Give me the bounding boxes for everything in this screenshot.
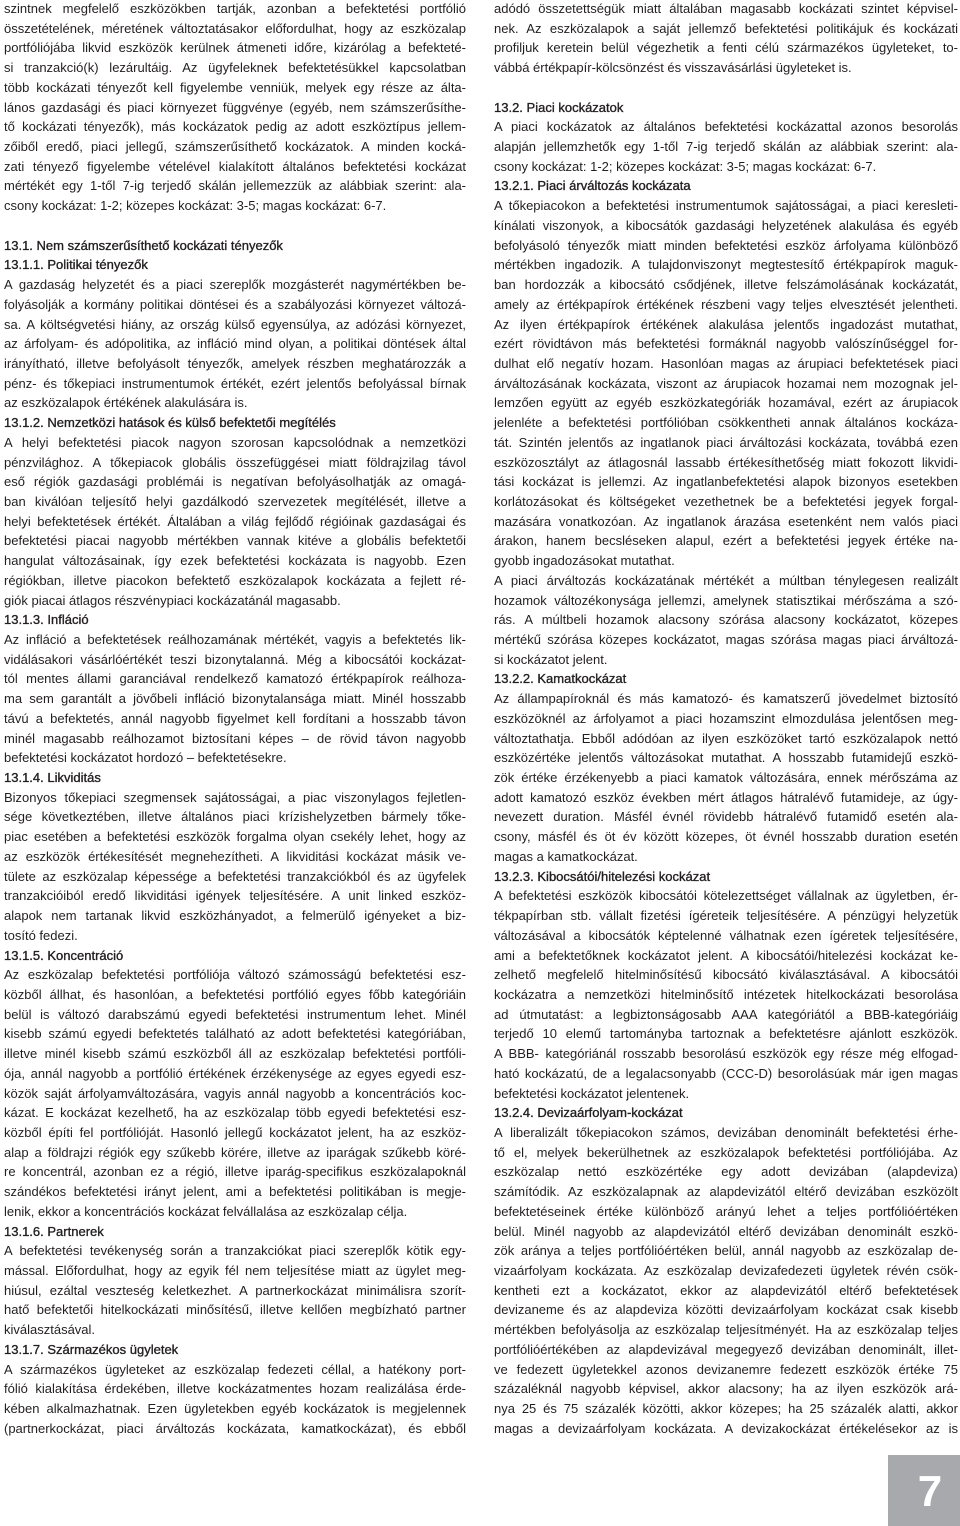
- text-line: hozamok változékonysága jellemzi, amelynek statisztikai mérőszáma a szó-: [494, 592, 958, 608]
- text-line: közből állhat, és hasonlóan, a befektetési portfólió egyes főbb kategóriáin: [4, 986, 466, 1002]
- text-line: sa. A költségvetési hiány, az ország külső egyensúlya, az adózási környezet,: [4, 316, 466, 332]
- text-line: A gazdaság helyzetét és a piaci szereplők mozgásterét nagymértékben be-: [4, 277, 466, 293]
- text-line: hiúsul, ezáltal veszteség keletkezhet. A partnerkockázat minimálisra szorít-: [4, 1282, 466, 1298]
- text-line: Bizonyos tőkepiaci szegmensek sajátosságai, a piac viszonylagos fejletlen-: [4, 789, 466, 805]
- text-line: mértékben ingadozik. A tulajdonviszonyt megtestesítő értékpapírok maguk-: [494, 257, 958, 273]
- text-line: A liberalizált tőkepiacokon számos, devizában denominált befektetési érhe-: [494, 1124, 958, 1140]
- text-line: zelhető megfelelő hitelminősítésű kibocsátó kiválasztásával. A kibocsátói: [494, 967, 958, 983]
- text-line: tő kockázati tényezők), más kockázatok pedig az adott eszköztípus jellem-: [4, 119, 466, 135]
- text-line: korlátozásokat és költségeket vezethetnek be a befektetési jegyek forgal-: [494, 493, 958, 509]
- text-line: közből építi fel portfólióját. Hasonló jellegű kockázatot jelent, ha az eszköz-: [4, 1124, 466, 1140]
- heading-number: 13.1.5.: [4, 947, 44, 963]
- text-line: zati tényező figyelembe vételével kialakított általános befektetési kockázat: [4, 158, 466, 174]
- heading-title: Piaci árváltozás kockázata: [537, 178, 691, 194]
- paragraph: [494, 1123, 958, 1439]
- text-line: ban hordozzák a kibocsátó csődjének, illetve felszámolásának kockázatát,: [494, 277, 958, 293]
- text-line: eszközosztályt az átlagosnál lassabb értékesíthetőség miatt fokozott likvidi-: [494, 454, 958, 470]
- heading-title: Nemzetközi hatások és külső befektetői megítélés: [47, 415, 336, 431]
- text-line: belül. Minél nagyobb az alapdevizától eltérő devizában denominált eszkö-: [494, 1223, 958, 1239]
- text-line: kínálati viszonyok, a kibocsátók gazdasági helyzetének alakulása és egyéb: [494, 217, 958, 233]
- text-line: nevezett duration. Másfél évnél rövidebb hátralévő futamidő esetén ala-: [494, 809, 958, 825]
- text-line: piac esetében a befektetési eszközök forgalma olyan csekély lehet, hogy az: [4, 829, 466, 845]
- section-heading: [4, 236, 466, 256]
- heading-number: 13.1.: [4, 237, 33, 253]
- text-line: százaléknál nagyobb képvisel, akkor alacsony; ha az ilyen eszközök ará-: [494, 1381, 958, 1397]
- text-line: Az állampapíroknál és más kamatozó- és kamatszerű jövedelmet biztosító: [494, 691, 958, 707]
- text-line: amely az értékpapírok értékének részbeni vagy teljes elvesztését jelentheti.: [494, 296, 958, 312]
- heading-number: 13.2.4.: [494, 1105, 534, 1121]
- text-line: mértékét egy 1-től 7-ig terjedő skálán jellemezzük az alábbiak szerint: ala-: [4, 178, 466, 194]
- text-line: ami a befektetőknek kockázatot jelent. A kibocsátói/hitelezési kockázat ke-: [494, 947, 958, 963]
- text-line: profiljuk keretein belül végezhetik a fenti célú származékos ügyleteket, to-: [494, 40, 958, 56]
- text-line: si kockázatot jelent.: [494, 651, 608, 667]
- heading-title: Likviditás: [47, 770, 101, 786]
- text-line: tási kockázat is jellemzi. Az ingatlanbefektetési alapok bizonyos esetekben: [494, 474, 958, 490]
- subsection-heading: [494, 1103, 958, 1123]
- heading-title: Nem számszerűsíthető kockázati tényezők: [36, 237, 283, 253]
- heading-title: Származékos ügyletek: [47, 1341, 179, 1357]
- paragraph: [4, 433, 466, 610]
- text-line: magas a devizaárfolyam kockázata. A devizakockázat értékelésekor az is: [494, 1420, 958, 1436]
- text-line: több kockázati tényezőt kell figyelembe venniük, melyek egy része az álta-: [4, 79, 466, 95]
- text-line: Az eszközalap befektetési portfóliója változó számosságú befektetési esz-: [4, 967, 466, 983]
- heading-title: Koncentráció: [47, 947, 124, 963]
- text-line: mazására vonatkozóan. Az ingatlanok árazása esetenként nem valós piaci: [494, 513, 958, 529]
- text-line: alap a földrajzi régiók egy szűkebb körére, illetve az iparágak szűkebb köré-: [4, 1144, 466, 1160]
- text-line: befektetési kockázatot hordozó – befektetésekre.: [4, 750, 287, 766]
- text-line: kisebb számú egyedi befektetés található az adott befektetési kategóriában,: [4, 1026, 466, 1042]
- subsection-heading: [4, 610, 466, 630]
- heading-number: 13.2.1.: [494, 178, 534, 194]
- text-line: az eszközalapok értékének alakulására is.: [4, 395, 248, 411]
- section-heading: [494, 98, 958, 118]
- text-line: eső régiók gazdasági problémái is negatívan befolyásolhatják az omagá-: [4, 474, 466, 490]
- text-line: pénzvilághoz. A tőkepiacok globális összefüggései miatt földrajzilag távol: [4, 454, 466, 470]
- text-line: eszközalap nettó eszközértéke egy adott devizában (alapdeviza): [494, 1164, 958, 1180]
- text-line: A befektetési tevékenység során a tranzakciókat piaci szereplők kötik egy-: [4, 1243, 466, 1259]
- text-line: kében alkalmazhatnak. Ezen ügyletekben egyéb kockázatok is megjelennek: [4, 1401, 466, 1417]
- text-line: eszközöknél az árfolyamot a piaci hozamszint elmozdulása jelentősen meg-: [494, 710, 958, 726]
- heading-number: 13.1.2.: [4, 415, 44, 431]
- text-line: portfólióértékében az alapdevizával megegyező devizában denominált, illet-: [494, 1341, 958, 1357]
- text-line: lenik, ekkor a koncentrációs kockázat felvállalása az eszközalap célja.: [4, 1203, 408, 1219]
- text-line: belül is változó darabszámú egyedi befektetési instrumentum lehet. Minél: [4, 1006, 466, 1022]
- text-line: kentheti ezt a kockázatot, ekkor az alapdevizától eltérő befektetések: [494, 1282, 958, 1298]
- text-line: portfóliójába likvid eszközök kerülnek átmeneti időre, kizárólag a befekteté-: [4, 40, 466, 56]
- paragraph: [4, 630, 466, 768]
- text-line: tékpapírban stb. vállalt fizetési ígéreteik teljesítésére. A pénzügyi helyzetük: [494, 908, 958, 924]
- text-line: távú a befektetés, annál nagyobb figyelmet kell fordítani a hosszabb távon: [4, 710, 466, 726]
- text-line: tülete az eszközalap képessége a befektetési tranzakciókból és az ügyfelek: [4, 868, 466, 884]
- paragraph: [4, 965, 466, 1221]
- paragraph: [494, 0, 958, 78]
- text-line: kockázatra a nemzetközi hitelminősítő intézetek hitelkockázati besorolása: [494, 986, 958, 1002]
- text-line: mértékben befolyásolja az eszközalap teljesítményét. Ha az eszközalap teljes: [494, 1322, 958, 1338]
- text-line: zök aránya a teljes portfólióértéken belül, annál nagyobb az eszközalap de-: [494, 1243, 958, 1259]
- text-line: gyobb ingadozásokat mutathat.: [494, 553, 675, 569]
- text-line: mással. Előfordulhat, hogy az egyik fél nem teljesítése miatt az ügylet meg-: [4, 1263, 466, 1278]
- text-line: ezért rövidtávon más befektetési formáknál nagyobb valószínűséggel for-: [494, 336, 958, 352]
- text-line: kiválasztásával.: [4, 1322, 96, 1338]
- text-line: helyi befektetések értékét. Általában a világ fejlődő régióinak gazdaságai és: [4, 513, 466, 529]
- subsection-heading: [4, 1340, 466, 1360]
- heading-title: Infláció: [47, 612, 89, 628]
- paragraph: [494, 196, 958, 571]
- text-line: nya 25 és 75 százalék közötti, akkor közepes; ha 25 százalék alatti, akkor: [494, 1401, 958, 1417]
- text-line: hangulat változásainak, így ezek befektetési kockázata is nagyobb. Ezen: [4, 553, 466, 569]
- text-line: jelenléte a befektetési portfólióban csökkentheti annak általános kockáza-: [494, 415, 958, 431]
- text-line: tosító fedezi.: [4, 927, 78, 943]
- text-line: befektetési kockázatot jelentenek.: [494, 1085, 690, 1101]
- heading-title: Partnerek: [47, 1223, 104, 1239]
- text-line: re koncentrál, azonban ez a régió, illetve iparág-specifikus eszközalapoknál: [4, 1164, 466, 1180]
- paragraph: [4, 275, 466, 413]
- text-line: tól mentes állami garanciával rendelkező kamatozó értékpapírok reálhoza-: [4, 671, 466, 687]
- paragraph: [4, 0, 466, 216]
- text-line: csony kockázat: 1-2; közepes kockázat: 3-5; magas kockázat: 6-7.: [494, 158, 877, 174]
- text-line: zök értéke érzékenyebb a piaci kamatok változására, ennek mérőszáma az: [494, 770, 958, 786]
- text-line: befektetési piacai nagyobb mértékben vannak kitéve a globális befektetői: [4, 533, 466, 549]
- heading-title: Piaci kockázatok: [526, 99, 624, 115]
- text-line: szándékos befektetési irányt jelent, ami a befektetési politikában is megje-: [4, 1184, 466, 1200]
- text-line: devizaneme és az alapdeviza közötti devizaárfolyam kockázat csak kisebb: [494, 1302, 958, 1318]
- heading-title: Devizaárfolyam-kockázat: [537, 1105, 683, 1121]
- text-line: ve fedezett ügyletekkel azonos devizanemre fedezett eszközök értéke 75: [494, 1361, 958, 1377]
- text-line: változtathatja. Ebből adódóan az ilyen eszközöket tartó eszközalapok nettó: [494, 730, 958, 746]
- text-line: ható kockázatú, de a legalacsonyabb (CCC-D) besorolásúak már igen magas: [494, 1065, 958, 1081]
- left-column: [4, 0, 466, 1438]
- text-line: befektetéseinek értéke különböző arányú lehet a teljes portfólióértéken: [494, 1203, 958, 1219]
- paragraph: [4, 1360, 466, 1439]
- text-line: zőiből eredő, piaci jellegű, számszerűsíthető kockázatok. A minden kocká-: [4, 139, 466, 155]
- text-line: minél magasabb reálhozamot biztosítani képes – de rövid távon nagyobb: [4, 730, 466, 746]
- paragraph: [494, 117, 958, 176]
- text-line: pénz- és tőkepiaci instrumentumok értékét, ezért jelentős befolyással bírnak: [4, 375, 466, 391]
- text-line: adódó összetettségük miatt általában magasabb kockázati szintet képvisel-: [494, 1, 958, 16]
- text-line: az eszközök értékesítését megnehezítheti. A likviditási kockázat másik ve-: [4, 848, 466, 864]
- text-line: lános gazdasági és piaci környezet függvénye (egyéb, nem számszerűsíthe-: [4, 99, 466, 115]
- text-line: hatő befektetői hitelkockázati minősítésű, illetve kellően megbízható partner: [4, 1302, 466, 1318]
- subsection-heading: [494, 176, 958, 196]
- heading-title: Kibocsátói/hitelezési kockázat: [537, 868, 711, 884]
- text-line: si tranzakció(k) lezárultáig. Az ügyfeleknek befektetésükkel kapcsolatban: [4, 60, 466, 76]
- text-line: számítódik. Az eszközalapnak az alapdevizától eltérő devizában eszközölt: [494, 1184, 958, 1200]
- text-line: csony kockázat: 1-2; közepes kockázat: 3-5; magas kockázat: 6-7.: [4, 198, 387, 214]
- subsection-heading: [4, 946, 466, 966]
- text-line: szintnek megfelelő eszközökben tartják, azonban a befektetési portfólió: [4, 1, 466, 16]
- text-line: alapján jellemzhetők egy 1-től 7-ig terjedő skálán az alábbiak szerint: ala-: [494, 139, 958, 155]
- heading-number: 13.1.6.: [4, 1223, 44, 1239]
- paragraph: [494, 886, 958, 1103]
- text-line: Az ilyen értékpapírok értékének alakulása jelentős ingadozást mutathat,: [494, 316, 958, 332]
- text-line: A befektetési eszközök kibocsátói kötelezettséget vállalnak az ügyletben, ér-: [494, 888, 958, 904]
- text-line: giók piacai átlagos részvénypiaci kockázatánál magasabb.: [4, 592, 341, 608]
- heading-number: 13.2.: [494, 99, 523, 115]
- text-line: illetve minél kisebb számú eszközből áll az eszközalap befektetési portfóli-: [4, 1046, 466, 1062]
- text-line: csony, másfél és öt év között közepes, öt évnél hosszabb duration esetén: [494, 829, 958, 845]
- heading-number: 13.1.7.: [4, 1341, 44, 1357]
- text-line: közök saját árfolyamváltozására, vagyis annál nagyobb a koncentrációs koc-: [4, 1085, 466, 1101]
- heading-title: Kamatkockázat: [537, 671, 627, 687]
- text-line: befolyásoló tényezők miatt minden befektetési eszköz árfolyama különböző: [494, 237, 958, 253]
- heading-title: Politikai tényezők: [47, 257, 148, 273]
- text-line: vábbá értékpapír-kölcsönzést és visszavásárlási ügyleteket is.: [494, 60, 852, 76]
- text-line: rás. A múltbeli hozamok alacsony szórása alacsony kockázatot, közepes: [494, 612, 958, 628]
- page-number-badge: [888, 1455, 960, 1526]
- text-line: ója, annál nagyobb a portfólió értékének érzékenysége az egyes egyedi esz-: [4, 1065, 466, 1081]
- text-line: Az infláció a befektetések reálhozamának mértékét, vagyis a befektetés lik-: [4, 632, 466, 647]
- text-line: A tőkepiacokon a befektetési instrumentumok sajátosságai, a piaci keresleti-: [494, 198, 958, 214]
- text-line: ban kiválóan teljesítő helyi gazdálkodó szervezetek megítélését, illetve a: [4, 493, 466, 509]
- text-line: eszközértéke jelentős változásokat mutathat. A hosszabb futamidejű eszkö-: [494, 750, 958, 766]
- text-line: folyásolják a kormány politikai döntései és a szabályozási környezet változá-: [4, 296, 466, 312]
- text-line: A származékos ügyleteket az eszközalap fedezeti céllal, a hatékony port-: [4, 1361, 466, 1377]
- right-column: [494, 0, 958, 1438]
- text-line: vizaárfolyam kockázata. Az eszközalap devizafedezeti ügyletek révén csök-: [494, 1263, 958, 1278]
- text-line: régiókban, illetve piacokon befektető eszközalapok kockázata a fejlett ré-: [4, 572, 466, 588]
- text-line: dulhat elő negatív hozam. Hasonlóan magas az árupiaci befektetések piaci: [494, 355, 958, 371]
- paragraph: [494, 571, 958, 670]
- text-line: A piaci kockázatok az általános befektetési kockázattal azonos besorolás: [494, 119, 958, 135]
- text-line: tranzakcióiból eredő likviditási igények teljesítésére. A unit linked eszköz-: [4, 888, 466, 904]
- text-line: ad útmutatást: a legbiztonságosabb AAA kategóriától a BBB-kategóriáig: [494, 1006, 958, 1022]
- text-line: lemzően együtt az egyéb eszközkategóriák hozamával, ezért az árupiacok: [494, 395, 958, 411]
- text-line: tő el, melyek bekerülhetnek az eszközalapok befektetési portfóliójába. Az: [494, 1144, 958, 1160]
- text-line: sége következtében, illetve általános piaci krízishelyzetben bármely tőke-: [4, 809, 466, 825]
- paragraph: [4, 788, 466, 946]
- text-line: árváltozásának kockázata, viszont az árupiacok hozamai nem mozognak jel-: [494, 375, 958, 391]
- heading-number: 13.1.3.: [4, 612, 44, 628]
- text-line: fólió kialakítása érdekében, illetve kockázatmentes hozam realizálása érde-: [4, 1381, 466, 1397]
- subsection-heading: [494, 669, 958, 689]
- paragraph: [4, 1241, 466, 1340]
- heading-number: 13.2.2.: [494, 671, 534, 687]
- text-line: A helyi befektetési piacok nagyon szorosan kapcsolódnak a nemzetközi: [4, 434, 466, 450]
- text-line: nek. Az eszközalapok a saját jellemző befektetési politikájuk és kockázati: [494, 20, 958, 36]
- subsection-heading: [4, 768, 466, 788]
- text-line: irányítható, illetve befolyásolt tényezők, amelyek részben meghatározzák a: [4, 355, 466, 371]
- page-number: 7: [917, 1466, 943, 1516]
- text-line: magas a kamatkockázat.: [494, 848, 638, 864]
- subsection-heading: [4, 413, 466, 433]
- text-line: (partnerkockázat, piaci árváltozás kockázata, kamatkockázat), és ebből: [4, 1420, 466, 1436]
- text-line: alapok nem tartanak likvid eszközhányadot, a felmerülő igényeket a biz-: [4, 908, 466, 924]
- subsection-heading: [494, 867, 958, 887]
- heading-number: 13.1.4.: [4, 770, 44, 786]
- text-line: változásával a kibocsátók képtelenné válhatnak ezen ígéretek teljesítésére,: [494, 927, 958, 943]
- text-line: mértékű szórása közepes kockázatot, magas szórása magas piaci árváltozá-: [494, 632, 958, 647]
- text-line: adott kamatozó eszköz években mért átlagos hátralévő futamideje, az úgy-: [494, 789, 958, 805]
- text-line: tát. Szintén jelentős az ingatlanok piaci árváltozási kockázata, továbbá ezen: [494, 434, 958, 450]
- subsection-heading: [4, 1222, 466, 1242]
- text-line: ma sem garantált a jövőbeli infláció bizonytalansága miatt. Minél hosszabb: [4, 691, 466, 707]
- text-line: árakon, hanem becsléseken alapul, ezért a befektetési jegyek értéke na-: [494, 533, 958, 549]
- text-line: A piaci árváltozás kockázatának mértékét a múltban ténylegesen realizált: [494, 572, 958, 588]
- paragraph: [494, 689, 958, 866]
- text-line: összetételének, méretének változtatásakor előfordulhat, hogy az eszközalap: [4, 20, 466, 36]
- text-line: kázat. E kockázat kezelhető, ha az eszközalap több egyedi befektetési esz-: [4, 1105, 466, 1121]
- subsection-heading: [4, 255, 466, 275]
- text-line: az árfolyam- és adópolitika, az infláció mind olyan, a politikai döntések által: [4, 336, 466, 352]
- heading-number: 13.2.3.: [494, 868, 534, 884]
- text-line: vidálásakori vásárlóértékét teszi bizonytalanná. Még a kibocsátói kockázat-: [4, 651, 466, 667]
- text-line: terjedő 10 elemű tartományba tartoznak a befektetésre ajánlott eszközök.: [494, 1026, 958, 1042]
- text-line: A BBB- kategóriánál rosszabb besorolású eszközök egy része még elfogad-: [494, 1046, 958, 1062]
- heading-number: 13.1.1.: [4, 257, 44, 273]
